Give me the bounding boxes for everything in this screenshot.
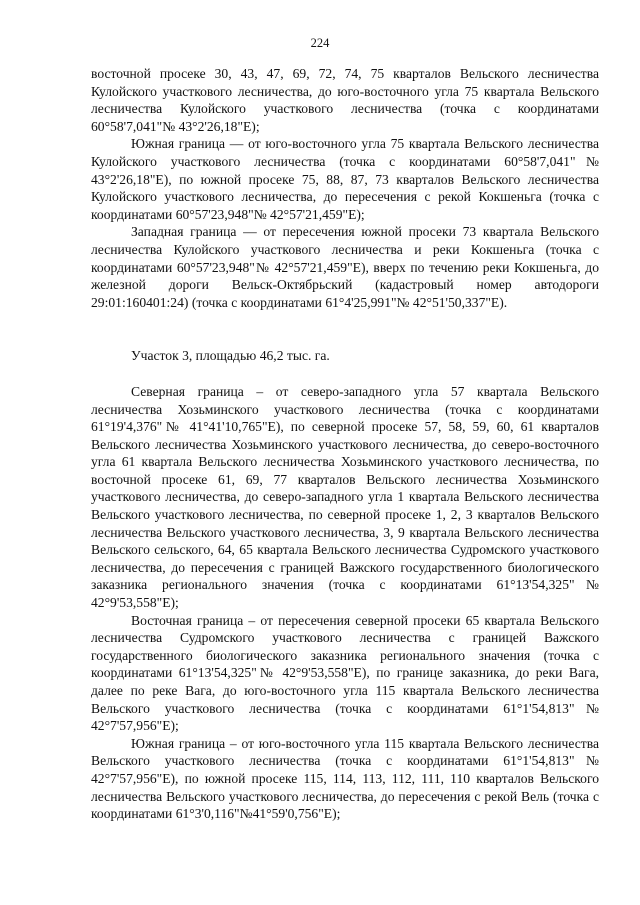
paragraph-south-boundary: Южная граница — от юго-восточного угла 75 квартала Вельского лесничества Кулойского участкового лесничества (точка с координатами 60°58'7,041"№ 43°2'26,18"E), по южной просеке 75, 88, 87, 73 кварталов Вельского лесничества Кулойского участкового лесничества, до пересечения с рекой Кокшеньга (точка с координатами 60°57'23,948"№ 42°57'21,459"E);: [91, 136, 599, 222]
paragraph-north-boundary: Северная граница – от северо-западного угла 57 квартала Вельского лесничества Хозьминского участкового лесничества (точка с координатами 61°19'4,376"№ 41°41'10,765"E), по северной просеке 57, 58, 59, 60, 61 кварталов Вельского лесничества Хозьминского участкового лесничества, до северо-восточного угла 61 квартала Вельского лесничества Хозьминского участкового лесничества, по восточной просеке 61, 69, 77 кварталов Вельского лесничества Хозьминского участкового лесничества, до северо-западного угла 1 квартала Вельского лесничества Вельского участкового лесничества, по северной просеке 1, 2, 3 кварталов Вельского лесничества Вельского участкового лесничества, 3, 9 квартала Вельского лесничества Вельского сельского, 64, 65 квартала Вельского лесничества Судромского участкового лесничества, до пересечения с границей Важского государственного биологического заказника регионального значения (точка с координатами 61°13'54,325"№ 42°9'53,558"E);: [91, 383, 599, 611]
section-heading: Участок 3, площадью 46,2 тыс. га.: [131, 348, 330, 364]
paragraph-west-boundary: Западная граница — от пересечения южной просеки 73 квартала Вельского лесничества Кулойского участкового лесничества и реки Кокшеньга (точка с координатами 60°57'23,948"№ 42°57'21,459"E), вверх по течению реки Кокшеньга, до железной дороги Вельск-Октябрьский (кадастровый номер автодороги 29:01:160401:24) (точка с координатами 61°4'25,991"№ 42°51'50,337"E).: [91, 224, 599, 310]
heading-spacer: [91, 365, 599, 383]
section-spacer: [91, 311, 599, 347]
paragraph-east-boundary: Восточная граница – от пересечения северной просеки 65 квартала Вельского лесничества Судромского участкового лесничества с границей Важского государственного биологического заказника регионального значения (точка с координатами 61°13'54,325"№ 42°9'53,558"E), по границе заказника, до реки Вага, далее по реке Вага, до юго-восточного угла 115 квартала Вельского лесничества Вельского участкового лесничества (точка с координатами 61°1'54,813"№ 42°7'57,956"E);: [91, 612, 599, 734]
paragraph-east-boundary-continued: восточной просеке 30, 43, 47, 69, 72, 74, 75 кварталов Вельского лесничества Кулойского участкового лесничества, до юго-восточного угла 75 квартала Вельского лесничества Кулойского участкового лесничества (точка с координатами 60°58'7,041"№ 43°2'26,18"E);: [91, 66, 599, 134]
document-body: [91, 65, 599, 823]
paragraph-south-boundary-2: Южная граница – от юго-восточного угла 115 квартала Вельского лесничества Вельского участкового лесничества (точка с координатами 61°1'54,813"№ 42°7'57,956"E), по южной просеке 115, 114, 113, 112, 111, 110 кварталов Вельского лесничества Вельского участкового лесничества, до пересечения с рекой Вель (точка с координатами 61°3'0,116"№41°59'0,756"E);: [91, 735, 599, 822]
page-number: 224: [310, 36, 330, 50]
